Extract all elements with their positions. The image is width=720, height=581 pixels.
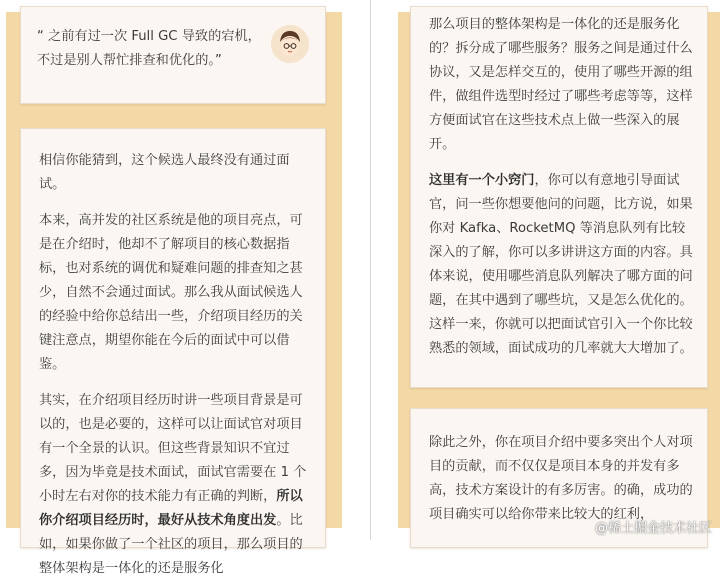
- paragraph-3-highlight: 所以你介绍项目经历时，最好从技术角度出发: [39, 489, 303, 528]
- paragraph-1: 相信你能猜到，这个候选人最终没有通过面试。: [39, 153, 290, 192]
- tip-highlight: 这里有一个小窍门: [429, 173, 535, 188]
- quote-text: “ 之前有过一次 Full GC 导致的宕机，不过是别人帮忙排查和优化的。”: [37, 29, 261, 68]
- paragraph-3: [39, 389, 311, 581]
- paragraph-6: 除此之外，你在项目介绍中要多突出个人对项目的贡献，而不仅仅是项目本身的并发有多高，技术方案设计的有多厉害。的确，成功的项目确实可以给你带来比较大的红利，: [429, 435, 693, 522]
- cartoon-face-icon: [271, 25, 309, 63]
- author-avatar: [271, 25, 309, 63]
- paragraph-4: 那么项目的整体架构是一体化的还是服务化的？拆分成了哪些服务？服务之间是通过什么协议，又是怎样交互的，使用了哪些开源的组件，做组件选型时经过了哪些考虑等等，这样方便面试官在这些技术点上做一些深入的展开。: [429, 17, 693, 152]
- paragraph-3-continuation: 。比如，如果你做了一个社区的项目，那么项目的整体架构是一体化的还是服务化: [39, 513, 303, 576]
- watermark: @稀土掘金技术社区: [594, 521, 712, 536]
- article-card-continued: [410, 6, 708, 388]
- right-page: [398, 12, 720, 528]
- paragraph-2: 本来，高并发的社区系统是他的项目亮点，可是在介绍时，他却不了解项目的核心数据指标，也对系统的调优和疑难问题的排查知之甚少，自然不会通过面试。那么我从面试候选人的经验中给你总结出一些，介绍项目经历的关键注意点，期望你能在今后的面试中可以借鉴。: [39, 213, 303, 372]
- paragraph-5-text: ，你可以有意地引导面试官，问一些你想要他问的问题，比方说，如果你对 Kafka、RocketMQ 等消息队列有比较深入的了解，你可以多讲讲这方面的内容。具体来说，使用哪些消息队列解决了哪方面的问题，在其中遇到了哪些坑，又是怎么优化的。这样一来，你就可以把面试官引入一个你比较熟悉的领域，面试成功的几率就大大增加了。: [429, 173, 693, 356]
- paragraph-3-text: 其实，在介绍项目经历时讲一些项目背景是可以的，也是必要的，这样可以让面试官对项目有一个全景的认识。但这些背景知识不宜过多，因为毕竟是技术面试，面试官需要在 1 个小时左右对你的技术能力有正确的判断，: [39, 393, 307, 504]
- quote-card: [20, 6, 326, 104]
- left-page: [6, 12, 342, 576]
- paragraph-5: [429, 169, 695, 361]
- article-card: [20, 128, 326, 576]
- page-divider: [370, 0, 371, 540]
